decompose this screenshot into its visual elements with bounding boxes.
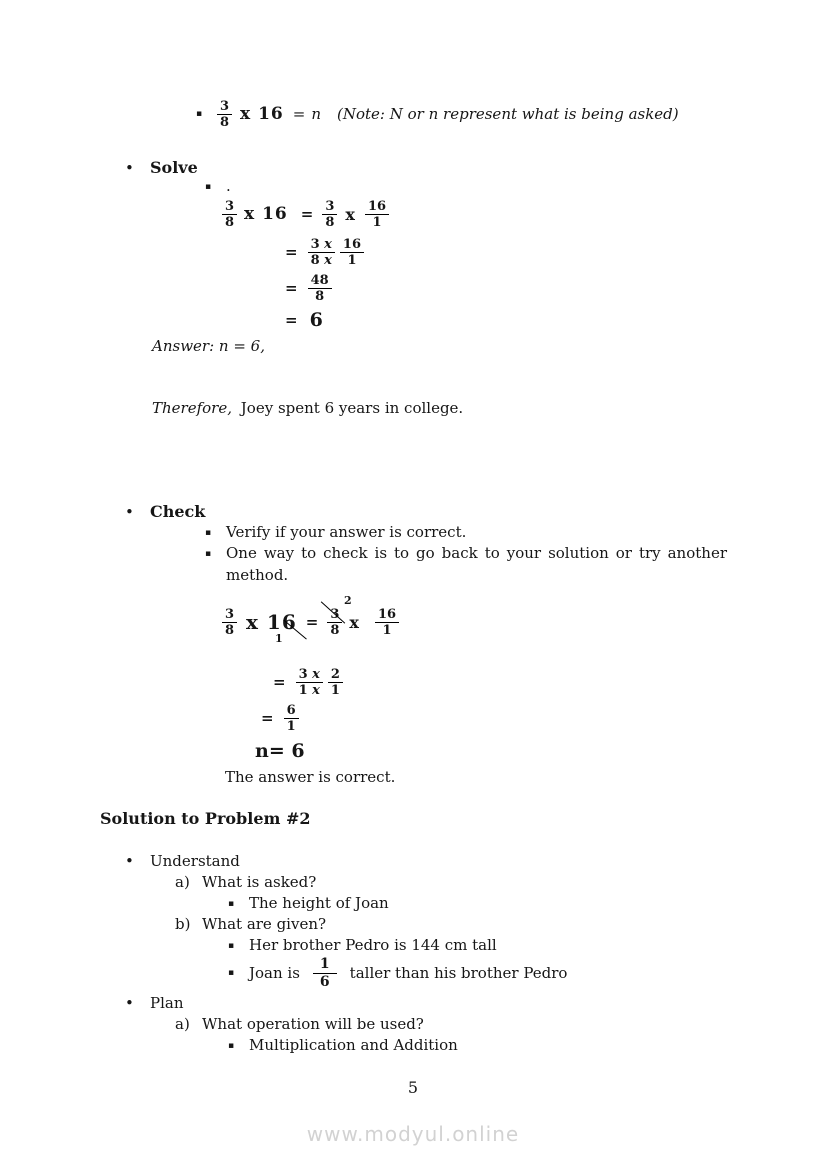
equals-sign: = xyxy=(285,243,298,261)
solve-eq-row-1 xyxy=(222,197,389,231)
solution2-heading: Solution to Problem #2 xyxy=(100,809,311,828)
check-eq-row-1 xyxy=(222,594,399,645)
fraction-3x-1x: $\frac{3 x}{1 x}$ xyxy=(296,667,323,698)
fraction-16-1: $\frac{16}{1}$ xyxy=(365,199,389,230)
plan-line xyxy=(125,993,184,1014)
check-heading: Check xyxy=(150,502,206,521)
cancel-subscript-1: 1 xyxy=(275,632,283,645)
square-bullet-icon: ▪ xyxy=(205,549,212,559)
check-item-2 xyxy=(205,543,727,586)
times-16: x 16 xyxy=(246,610,297,634)
equals-sign: = xyxy=(285,279,298,297)
check-conclusion: The answer is correct. xyxy=(225,768,396,786)
check-item-2-line2: method. xyxy=(226,566,289,584)
list-marker-a: a) xyxy=(175,873,190,891)
list-marker-b: b) xyxy=(175,915,191,933)
solve-heading: Solve xyxy=(150,158,198,177)
note-text: (Note: N or n represent what is being asked) xyxy=(337,104,679,123)
square-bullet-icon: ▪ xyxy=(228,941,235,951)
dot-text: . xyxy=(226,177,231,195)
what-operation-text: What operation will be used? xyxy=(202,1015,424,1033)
what-are-given: What are given? xyxy=(202,915,327,933)
joan-is-text: Joan is xyxy=(249,963,300,982)
round-bullet-icon: • xyxy=(125,852,134,870)
understand-line xyxy=(125,851,240,872)
equals-sign: = xyxy=(285,311,298,329)
check-result: n= 6 xyxy=(255,740,305,762)
equals-sign: = xyxy=(292,104,306,123)
square-bullet-icon: ▪ xyxy=(228,899,235,909)
list-marker-a: a) xyxy=(175,1015,190,1033)
fraction-2-1: $\frac{2}{1}$ xyxy=(328,667,343,698)
cancel-superscript-2: 2 xyxy=(344,594,352,607)
check-item-1-text: Verify if your answer is correct. xyxy=(226,523,467,541)
multiply-x: x xyxy=(349,612,359,632)
solve-heading-line xyxy=(125,157,198,179)
fraction-1-6: $\frac{1}{6}$ xyxy=(313,956,337,991)
variable-n: n xyxy=(311,104,322,123)
square-bullet-icon: ▪ xyxy=(205,528,212,538)
equation-setup-line xyxy=(196,96,679,132)
round-bullet-icon: • xyxy=(125,994,134,1012)
round-bullet-icon: • xyxy=(125,503,134,521)
times-16: x 16 xyxy=(244,204,288,224)
fraction-3x-8x: $\frac{3 x}{8 x}$ xyxy=(308,237,335,268)
equals-sign: = xyxy=(261,709,274,727)
watermark: www.modyul.online xyxy=(306,1122,520,1146)
fraction-3-8: $\frac{3}{8}$ xyxy=(222,607,237,638)
equals-sign: = xyxy=(273,673,286,691)
operation-text: Multiplication and Addition xyxy=(249,1036,458,1054)
what-is-asked: What is asked? xyxy=(202,873,317,891)
fraction-16-1: $\frac{16}{1}$ xyxy=(340,237,364,268)
taller-than-text: taller than his brother Pedro xyxy=(349,963,568,982)
fraction-48-8: $\frac{48}{8}$ xyxy=(308,273,332,304)
height-of-joan: The height of Joan xyxy=(249,894,389,912)
times-16: x 16 xyxy=(240,104,284,124)
therefore-rest: Joey spent 6 years in college. xyxy=(240,399,464,417)
solve-eq-row-4 xyxy=(285,306,323,334)
fraction-3-8: $\frac{3}{8}$ xyxy=(322,199,337,230)
square-bullet-icon: ▪ xyxy=(205,182,212,192)
plan-a-line xyxy=(175,1014,424,1035)
therefore-lead: Therefore, xyxy=(152,399,232,417)
fraction-6-1: $\frac{6}{1}$ xyxy=(284,703,299,734)
square-bullet-icon: ▪ xyxy=(228,967,235,978)
plan-a-item xyxy=(228,1035,458,1057)
solve-eq-row-2 xyxy=(285,235,364,269)
multiply-x: x xyxy=(345,204,355,224)
square-bullet-icon: ▪ xyxy=(228,1041,235,1051)
pedro-height-text: Her brother Pedro is 144 cm tall xyxy=(249,936,497,954)
understand-b-line xyxy=(175,914,326,935)
check-heading-line xyxy=(125,501,205,523)
solve-sub-bullet-line xyxy=(205,176,231,198)
equals-sign: = xyxy=(305,613,319,631)
page-number: 5 xyxy=(407,1078,419,1097)
solve-eq-row-3 xyxy=(285,271,332,305)
understand-a-line xyxy=(175,872,316,893)
answer-line: Answer: n = 6, xyxy=(152,337,265,355)
check-item-2-line1: One way to check is to go back to your solution or try another xyxy=(226,544,727,562)
therefore-line xyxy=(152,398,463,419)
check-eq-row-3 xyxy=(261,701,299,735)
fraction-16-1: $\frac{16}{1}$ xyxy=(375,607,399,638)
round-bullet-icon: • xyxy=(125,159,134,177)
fraction-3-8: $\frac{3}{8}$ xyxy=(327,607,342,638)
square-bullet-icon: ▪ xyxy=(196,109,203,119)
result-6: 6 xyxy=(309,309,323,331)
understand-a-item xyxy=(228,893,389,915)
fraction-3-8: $\frac{3}{8}$ xyxy=(222,199,237,230)
understand-label: Understand xyxy=(150,852,240,870)
fraction-3-8: $\frac{3}{8}$ xyxy=(217,99,232,130)
understand-b-item-2 xyxy=(228,954,567,992)
check-eq-row-2 xyxy=(273,665,343,699)
equals-sign: = xyxy=(300,205,314,223)
plan-label: Plan xyxy=(150,994,184,1012)
check-item-1 xyxy=(205,522,466,544)
